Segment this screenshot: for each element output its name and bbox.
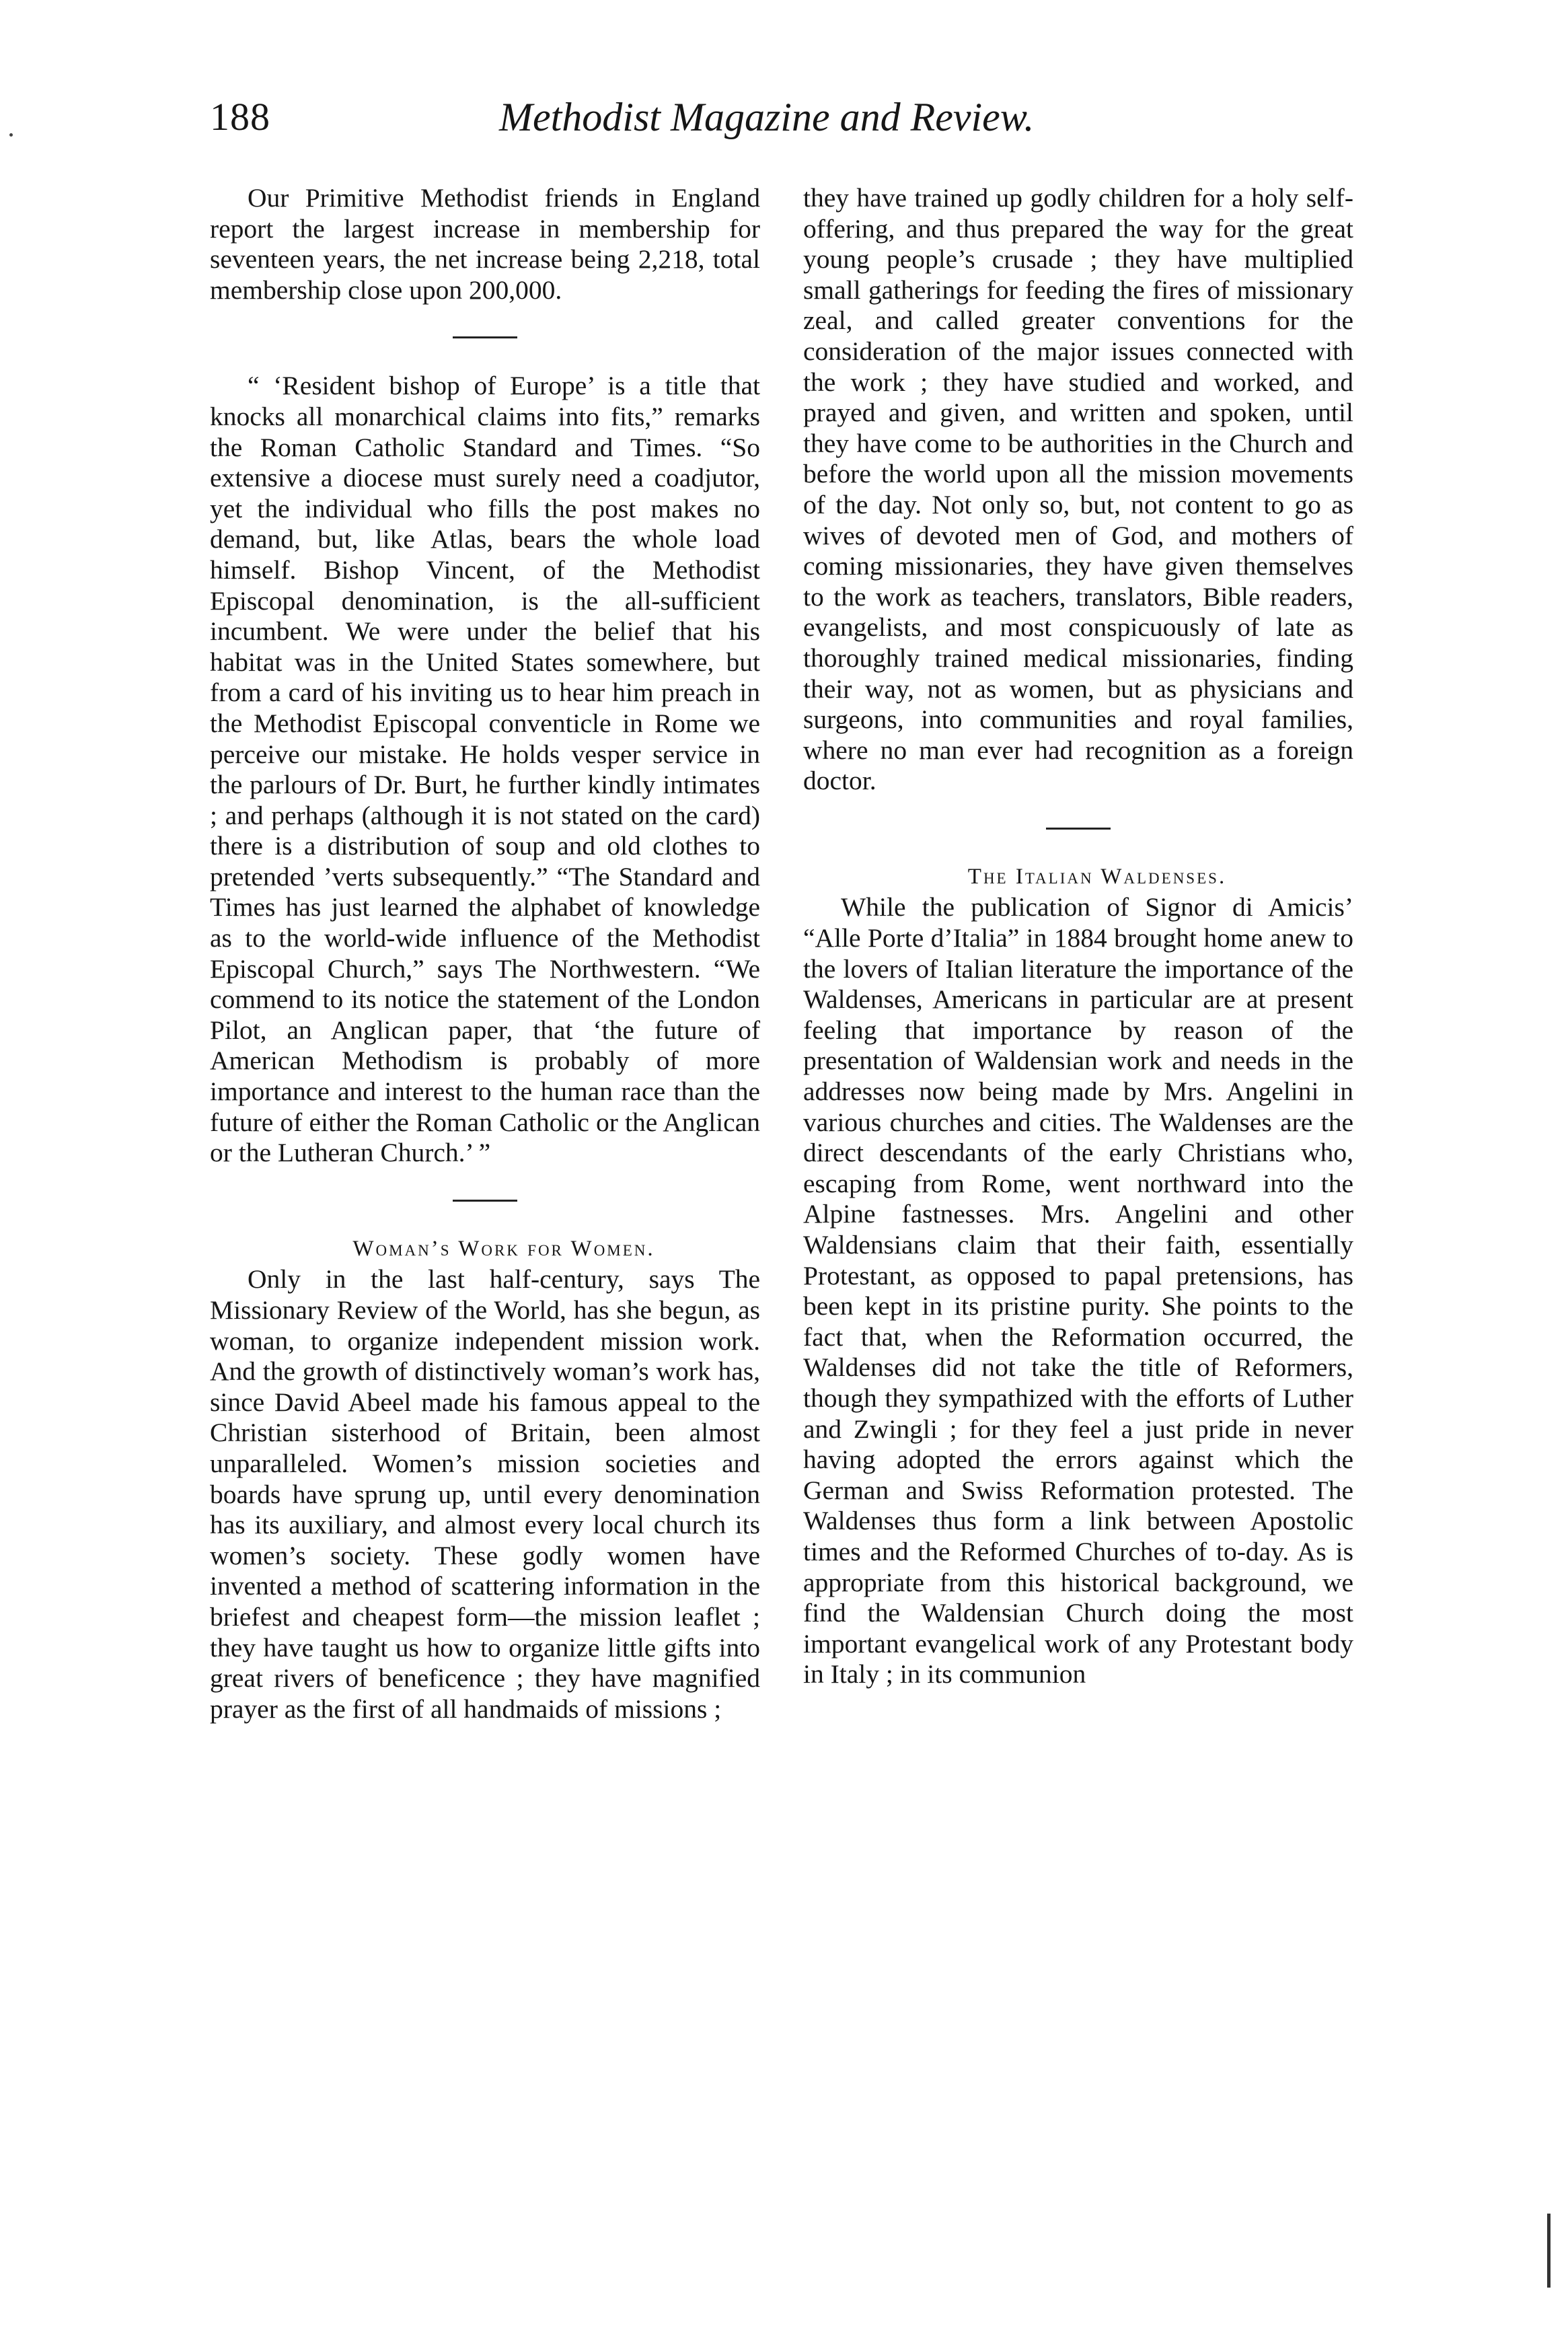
paragraph-resident-bishop: “ ‘Resident bishop of Europe’ is a title that knocks all monarchical claims into fits,” remarks the Roman Catholic Standard and Times. “So extensive a diocese must surely need a coadjutor, yet the individual who fills the post makes no demand, but, like Atlas, bears the whole load himself. Bishop Vincent, of the Methodist Episcopal denomination, is the all-sufficient incumbent. We were under the belief that his habitat was in the United States somewhere, but from a card of his inviting us to hear him preach in the Methodist Episcopal conventicle in Rome we perceive our mistake. He holds vesper service in the parlours of Dr. Burt, he further kindly intimates ; and perhaps (although it is not stated on the card) there is a distribution of soup and old clothes to pretended ’verts subsequently.” “The Standard and Times has just learned the alphabet of knowledge as to the world-wide influence of the Methodist Episcopal Church,” says The Northwestern. “We commend to its notice the statement of the London Pilot, an Anglican paper, that ‘the future of American Methodism is probably of more importance and interest to the human race than the future of either the Roman Catholic or the Anglican or the Lutheran Church.’ ” xyxy=(210,371,760,1168)
paragraph-womans-work-continued: they have trained up godly children for a holy self-offering, and thus prepared the way for the great young people’s crusade ; they have multiplied small gatherings for feeding the fires of missionary zeal, and called greater conventions for the consideration of the major issues connected with the work ; they have studied and worked, and prayed and given, and written and spoken, until they have come to be authorities in the Church and before the world upon all the mission movements of the day. Not only so, but, not content to go as wives of devoted men of God, and mothers of coming missionaries, they have given themselves to the work as teachers, translators, Bible readers, evangelists, and most conspicuously of late as thoroughly trained medical missionaries, finding their way, not as women, but as physicians and surgeons, into communities and royal families, where no man ever had recognition as a foreign doctor. xyxy=(803,183,1353,796)
section-divider xyxy=(453,1200,517,1202)
right-column xyxy=(803,183,1353,1690)
heading-italian-waldenses: The Italian Waldenses. xyxy=(967,864,1227,889)
paragraph-primitive-methodist: Our Primitive Methodist friends in England report the largest increase in membership for seventeen years, the net increase being 2,218, total membership close upon 200,000. xyxy=(210,183,760,305)
left-column xyxy=(210,183,760,1724)
running-title: Methodist Magazine and Review. xyxy=(499,95,1035,139)
page-header xyxy=(210,94,1353,155)
paragraph-italian-waldenses: While the publication of Signor di Amicis’ “Alle Porte d’Italia” in 1884 brought home anew to the lovers of Italian literature the importance of the Waldenses, Americans in particular are at present feeling that importance by reason of the presentation of Waldensian work and needs in the addresses now being made by Mrs. Angelini in various churches and cities. The Waldenses are the direct descendants of the early Christians who, escaping from Rome, went northward into the Alpine fastnesses. Mrs. Angelini and other Waldensians claim that their faith, essentially Protestant, as opposed to papal pretensions, has been kept in its pristine purity. She points to the fact that, when the Reformation occurred, the Waldenses did not take the title of Reformers, though they sympathized with the efforts of Luther and Zwingli ; for they feel a just pride in never having adopted the errors against which the German and Swiss Reformation protested. The Waldenses thus form a link between Apostolic times and the Reformed Churches of to-day. As is appropriate from this historical background, we find the Waldensian Church doing the most important evangelical work of any Protestant body in Italy ; in its communion xyxy=(803,892,1353,1689)
scan-edge-mark xyxy=(1547,2214,1551,2288)
page-number: 188 xyxy=(210,95,270,139)
heading-womans-work: Woman’s Work for Women. xyxy=(352,1236,655,1261)
section-divider xyxy=(1046,828,1111,830)
scan-speck xyxy=(9,133,13,137)
section-divider xyxy=(453,336,517,338)
paragraph-womans-work: Only in the last half-century, says The Missionary Review of the World, has she begun, as woman, to organize independent mission work. And the growth of distinctively woman’s work has, since David Abeel made his famous appeal to the Christian sisterhood of Britain, been almost unparalleled. Women’s mission societies and boards have sprung up, until every denomination has its auxiliary, and almost every local church its women’s society. These godly women have invented a method of scattering information in the briefest and cheapest form—the mission leaflet ; they have taught us how to organize little gifts into great rivers of beneficence ; they have magnified prayer as the first of all handmaids of missions ; xyxy=(210,1264,760,1724)
